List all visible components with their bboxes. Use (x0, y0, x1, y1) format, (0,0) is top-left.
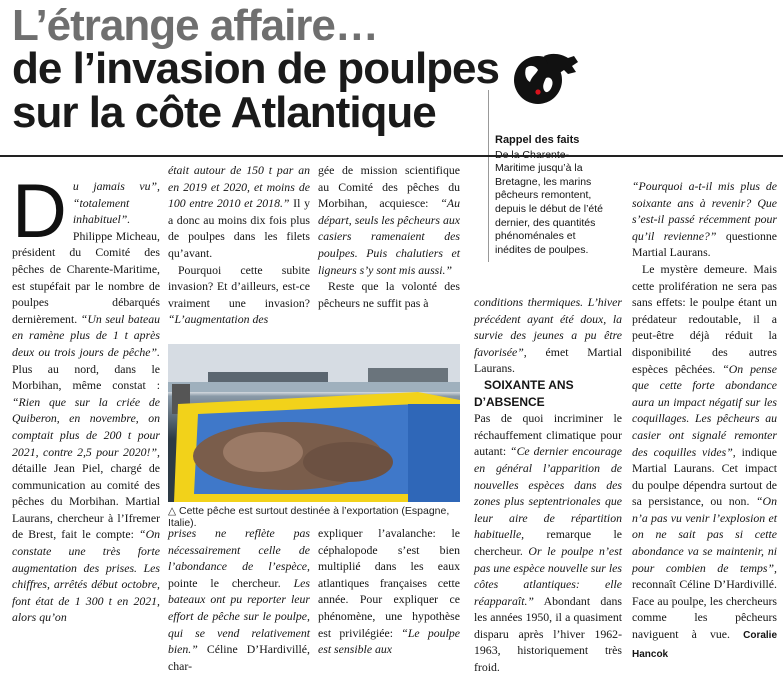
rappel-line: depuis le début de l’été (495, 202, 603, 215)
lead-quote: u jamais vu”, “totalement inhabituel”. (72, 179, 160, 227)
octopus-photo (168, 344, 460, 502)
rappel-line: inédites de poulpes. (495, 243, 589, 256)
paragraph: Reste que la volonté des pêcheurs ne suffit pas à (318, 279, 460, 310)
caption-arrow-icon: △ (168, 505, 179, 517)
rappel-line: phénoménales et (495, 230, 576, 243)
header-rule (0, 155, 783, 157)
paragraph: Pas de quoi incriminer le réchauffement climatique pour autant: “Ce dernier encourage en général l’apparition de nouvelles espèces dans des zones plus septentrionales que leur aire de répartition habituelle, remarque le chercheur. Or le poulpe n’est pas une espèce nouvelle sur les côtes atlantiques: elle réapparaît.” Abondant dans les années 1950, il a quasiment disparu après l’hiver 1962-1963, historiquement très froid. (474, 411, 622, 675)
lead-paragraph: D u jamais vu”, “totalement inhabituel”. Philippe Micheau, président du Comité des pêches de Charente-Maritime, est stupéfait par le nombre de poulpes débarqués dernièrement. “Un seul bateau en ramène plus de 1 t après deux ou trois jours de pêche”. Plus au nord, dans le Morbihan, même constat : “Rien que sur la criée de Quiberon, en novembre, on comptait plus de 200 t pour 2021, contre 2,5 pour 2020!”, détaille Jean Piel, chargé de communication au comité des pêches du Morbihan. Martial Laurans, chercheur à l’Ifremer de Brest, fait le compte: “On constate une très forte augmentation des prises. Les chiffres, arrêtés début octobre, font état de 1 300 t en 2021, alors qu’on (12, 169, 160, 625)
article-column-1 (12, 169, 160, 656)
paragraph: gée de mission scientifique au Comité des pêches du Morbihan, acquiesce: “Au départ, seuls les pêcheurs aux casiers ramenaient des poulpes. Puis chalutiers et ligneurs s’y sont mis aussi.” (318, 163, 460, 277)
paragraph: prises ne reflète pas nécessairement celle de l’abondance de l’espèce, pointe le chercheur. Les bateaux ont pu reporter leur effort de pêche sur le poulpe, qui se vend relativement bien.” Céline D’Hardivillé, char- (168, 526, 310, 673)
paragraph: conditions thermiques. L’hiver précédent ayant été doux, la survie des jeunes a pu être favorisée”, émet Martial Laurans. (474, 295, 622, 376)
author-byline: Coralie Hancok (632, 630, 778, 660)
rappel-line: dernier, des quantités (495, 216, 596, 229)
headline (12, 1, 512, 137)
headline-kicker: L’étrange affaire… (12, 1, 378, 50)
section-heading: SOIXANTE ANS D’ABSENCE (474, 377, 574, 409)
photo-caption: △ Cette pêche est surtout destinée à l’exportation (Espagne, Italie). (168, 505, 450, 529)
headline-line-1: de l’invasion de poulpes (12, 44, 499, 93)
paragraph: expliquer l’avalanche: le céphalopode s’est bien multiplié dans les eaux atlantiques françaises cette année. Pour expliquer ce phénomène, une hypothèse est privilégiée: “Le poulpe est sensible aux (318, 526, 460, 657)
article-column-2-bottom (168, 525, 310, 673)
rappel-line: Maritime jusqu’à la (495, 162, 583, 175)
paragraph: Pourquoi cette subite invasion? Et d’ailleurs, est-ce vraiment une invasion? “L’augmentation des (168, 262, 310, 327)
paragraph: “Pourquoi a-t-il mis plus de soixante ans à revenir? Que s’est-il passé récemment pour qu’il revienne?” questionne Martial Laurans. (632, 179, 777, 260)
article-column-4 (474, 294, 622, 675)
article-column-2-top (168, 162, 310, 338)
article-column-3-top (318, 162, 460, 338)
rappel-line: pêcheurs remontent, (495, 189, 592, 202)
paragraph: était autour de 150 t par an en 2019 et 2020, et moins de 100 entre 2010 et 2018.” Il y a donc au moins dix fois plus de poulpes dans les filets qu’avant. (168, 163, 310, 260)
rappel-title: Rappel des faits (495, 134, 580, 146)
article-column-3-bottom (318, 525, 460, 656)
headline-line-2: sur la côte Atlantique (12, 88, 436, 137)
rappel-line: Bretagne, les marins (495, 175, 592, 188)
photo-illustration (168, 344, 460, 502)
drop-cap: D (12, 169, 67, 254)
paragraph: Le mystère demeure. Mais cette prolifération ne sera pas sans effets: le poulpe étant un prédateur redoutable, il a peut-être déjà réduit la disponibilité des autres espèces pêchées. “On pense que cette forte abondance aura un impact négatif sur les coquillages. Les pêcheurs au casier ont signalé remonter des coquilles vides”, indique Martial Laurans. Cet impact du poulpe dépendra surtout de sa persistance, ou non. “On n’a pas vu venir l’explosion et on ne sait pas si cette abondance va se maintenir, ni pour combien de temps”, reconnaît Céline D’Hardivillé. Face au poulpe, les chercheurs comme les pêcheurs naviguent à vue. Coralie Hancok (632, 261, 778, 660)
rappel-box (488, 90, 629, 262)
article-column-5 (632, 178, 778, 660)
